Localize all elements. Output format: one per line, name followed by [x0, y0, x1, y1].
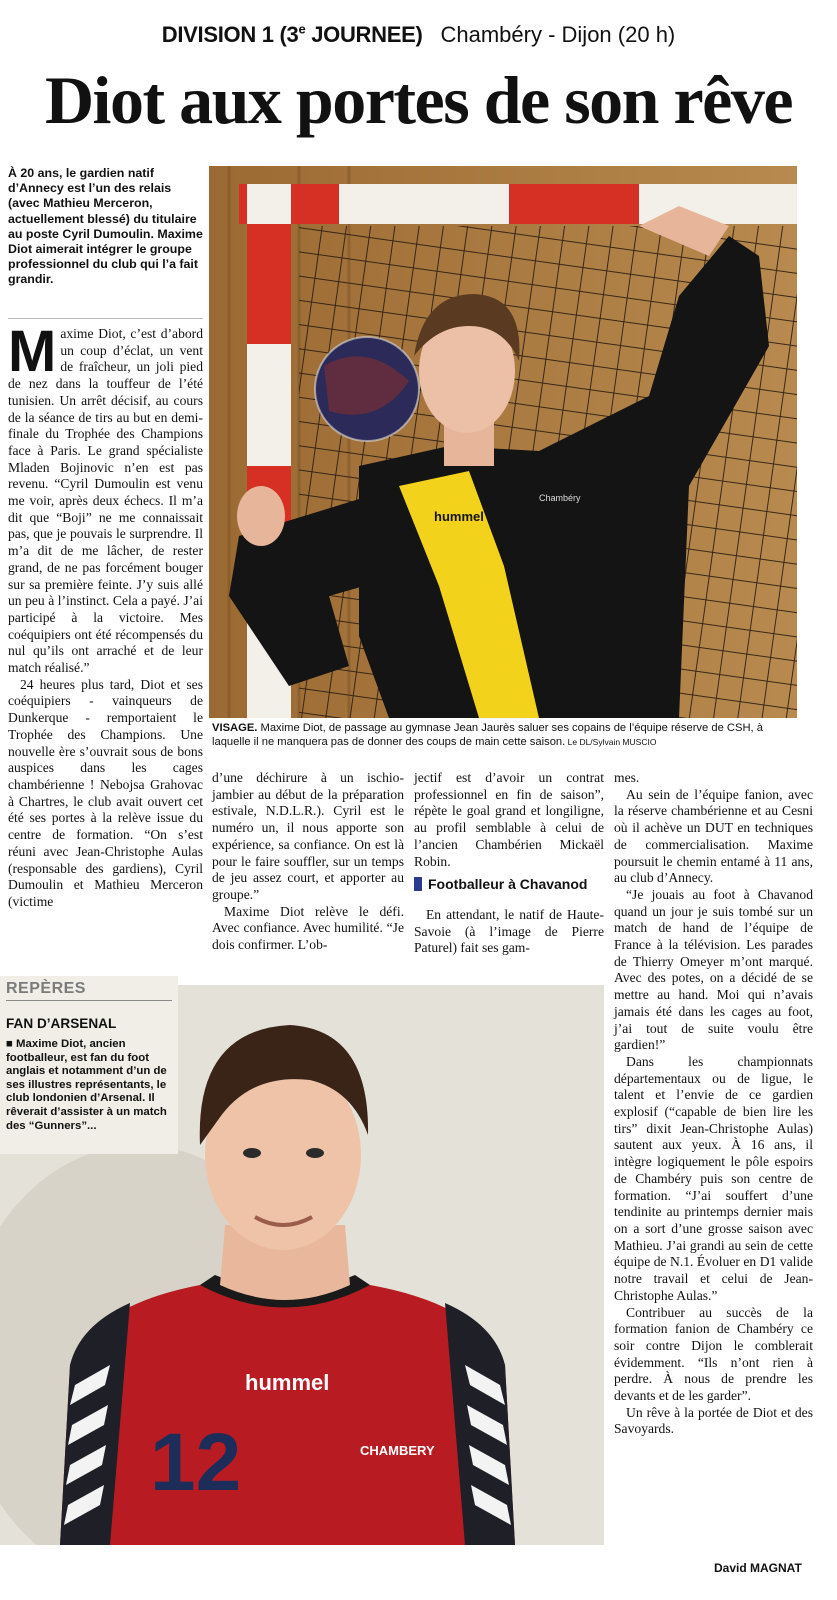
jersey-brand: hummel	[434, 509, 484, 524]
goalkeeper-illustration	[209, 166, 797, 718]
shirt-brand: hummel	[245, 1370, 330, 1395]
paragraph: 24 heures plus tard, Diot et ses coéquipiers - vainqueurs de Dunkerque - remportaient le Trophée des Champions. Une nouvelle ère s’ouvrait sous de bons auspices dans les cages chambérienne ! Nebojsa Grahovac à Chartres, le club avait ouvert cet été ses portes à la relève issue du centre de formation. “On s’est réuni avec Jean-Christophe Aulas (responsable des gardiens), Cyril Dumoulin et Mathieu Merceron (victime	[8, 676, 203, 909]
paragraph: Un rêve à la portée de Diot et des Savoyards.	[614, 1404, 813, 1437]
paragraph: Maxime Diot relève le défi. Avec confiance. Avec humilité. “Je dois confirmer. L’ob-	[212, 903, 404, 953]
subhead-square-icon	[414, 877, 422, 891]
dropcap: M	[8, 319, 57, 384]
kicker	[0, 22, 837, 48]
paragraph: jectif est d’avoir un contrat professionnel en fin de saison”, répète le goal grand et longiligne, au profil semblable à celui de l’ancien Chambérien Mickaël Robin.	[414, 770, 604, 869]
paragraph: En attendant, le natif de Haute-Savoie (à l’image de Pierre Paturel) fait ses gam-	[414, 907, 604, 956]
headline: Diot aux portes de son rêve	[44, 62, 793, 138]
column-3	[414, 770, 604, 870]
paragraph: Contribuer au succès de la formation fanion de Chambéry ce soir contre Dijon le comblerait évidemment. “Ils n’ont rien à perdre. À nous de prendre les devants et de les garder”.	[614, 1304, 813, 1404]
shirt-number: 12	[150, 1417, 242, 1508]
shirt-sponsor: CHAMBERY	[360, 1443, 435, 1458]
match-label: Chambéry - Dijon (20 h)	[440, 22, 676, 48]
reperes-text: ■ Maxime Diot, ancien footballeur, est fan du foot anglais et notamment d’un de ses illustres représentants, le club londonien d’Arsenal. Il rêverait d’assister à un match des “Gunners”...	[6, 1038, 167, 1132]
jersey-logo: Chambéry	[539, 493, 581, 503]
goalkeeper-photo	[209, 166, 797, 718]
photo-caption: VISAGE. Maxime Diot, de passage au gymnase Jean Jaurès saluer ses copains de l’équipe réserve de CSH, à laquelle il ne manquera pas de donner des coups de main cette saison. Le DL/Sylvain MUSCIO	[212, 722, 763, 748]
paragraph: Maxime Diot, c’est d’abord un coup d’éclat, un vent de fraîcheur, un joli pied de nez dans la touffeur de l’été tunisien. Un arrêt décisif, au cours de la séance de tirs au but en demi-finale du Trophée des Champions face à Paris. Le grand spécialiste Mladen Bojinovic n’en est pas revenu. “Cyril Dumoulin est venu me voir, après deux échecs. Il m’a dit que “Boji” ne me connaissait pas, que je pouvais le surprendre. Il m’a dit de me lâcher, de rester grand, de ne pas forcément bouger sur sa première feinte. J’y suis allé un peu à l’instinct. Cela a payé. J’ai participé à la victoire. Mes coéquipiers ont été récompensés du nul qu’ils ont arraché et de leur match réalisé.”	[8, 319, 203, 676]
reperes-title: FAN D’ARSENAL	[6, 1016, 117, 1031]
paragraph: mes.	[614, 770, 640, 785]
chapo: À 20 ans, le gardien natif d’Annecy est l’un des relais (avec Mathieu Merceron, actuellement blessé) du titulaire au poste Cyril Dumoulin. Maxime Diot aimerait intégrer le groupe professionnel du club qui l’a fait grandir.	[8, 166, 203, 287]
column-3-continued	[414, 907, 604, 957]
author-signature: David MAGNAT	[714, 1561, 802, 1575]
paragraph: “Je jouais au foot à Chavanod quand un jour je suis tombé sur un match de hand de l’équipe de France à la télévision. Les parades de Thierry Omeyer m’ont marqué. Avec des potes, on a décidé de se mettre au hand. Moi qui n’avais jamais été dans les cages au foot, j’ai tout de suite voulu être gardien!”	[614, 886, 813, 1053]
column-1	[8, 319, 203, 911]
divider	[6, 1000, 172, 1001]
subhead: Footballeur à Chavanod	[414, 876, 614, 892]
paragraph: Au sein de l’équipe fanion, avec la réserve chambérienne et au Cesni où il achève un DUT en techniques de commercialisation. Maxime poursuit le chemin entamé à 11 ans, au club d’Annecy.	[614, 786, 813, 886]
reperes-tag: REPÈRES	[6, 980, 86, 997]
division-label: DIVISION 1 (3e JOURNEE)	[161, 22, 423, 48]
column-4	[614, 770, 813, 1438]
reperes-box	[0, 976, 178, 1154]
paragraph: d’une déchirure à un ischio-jambier au début de la préparation estivale, N.D.L.R.). Cyril est le numéro un, il nous apporte son expérience, sa confiance. On est là pour le faire souffler, sur un temps de jeu assez court, et apporter au groupe.”	[212, 770, 404, 902]
paragraph: Dans les championnats départementaux ou de ligue, le talent et l’envie de ce gardien explosif (“capable de bien lire les tirs” dixit Jean-Christophe Aulas) sautent aux yeux. À 16 ans, il intègre logiquement le pôle espoirs de Chambéry puis son centre de formation. “J’ai souffert d’une tendinite au printemps dernier mais on a sort d’une grosse saison avec Mathieu. J’ai grandi au sein de cette équipe de N.1. Évoluer en D1 valide notre travail et celui de Jean-Christophe Aulas.”	[614, 1053, 813, 1303]
column-2	[212, 770, 404, 954]
